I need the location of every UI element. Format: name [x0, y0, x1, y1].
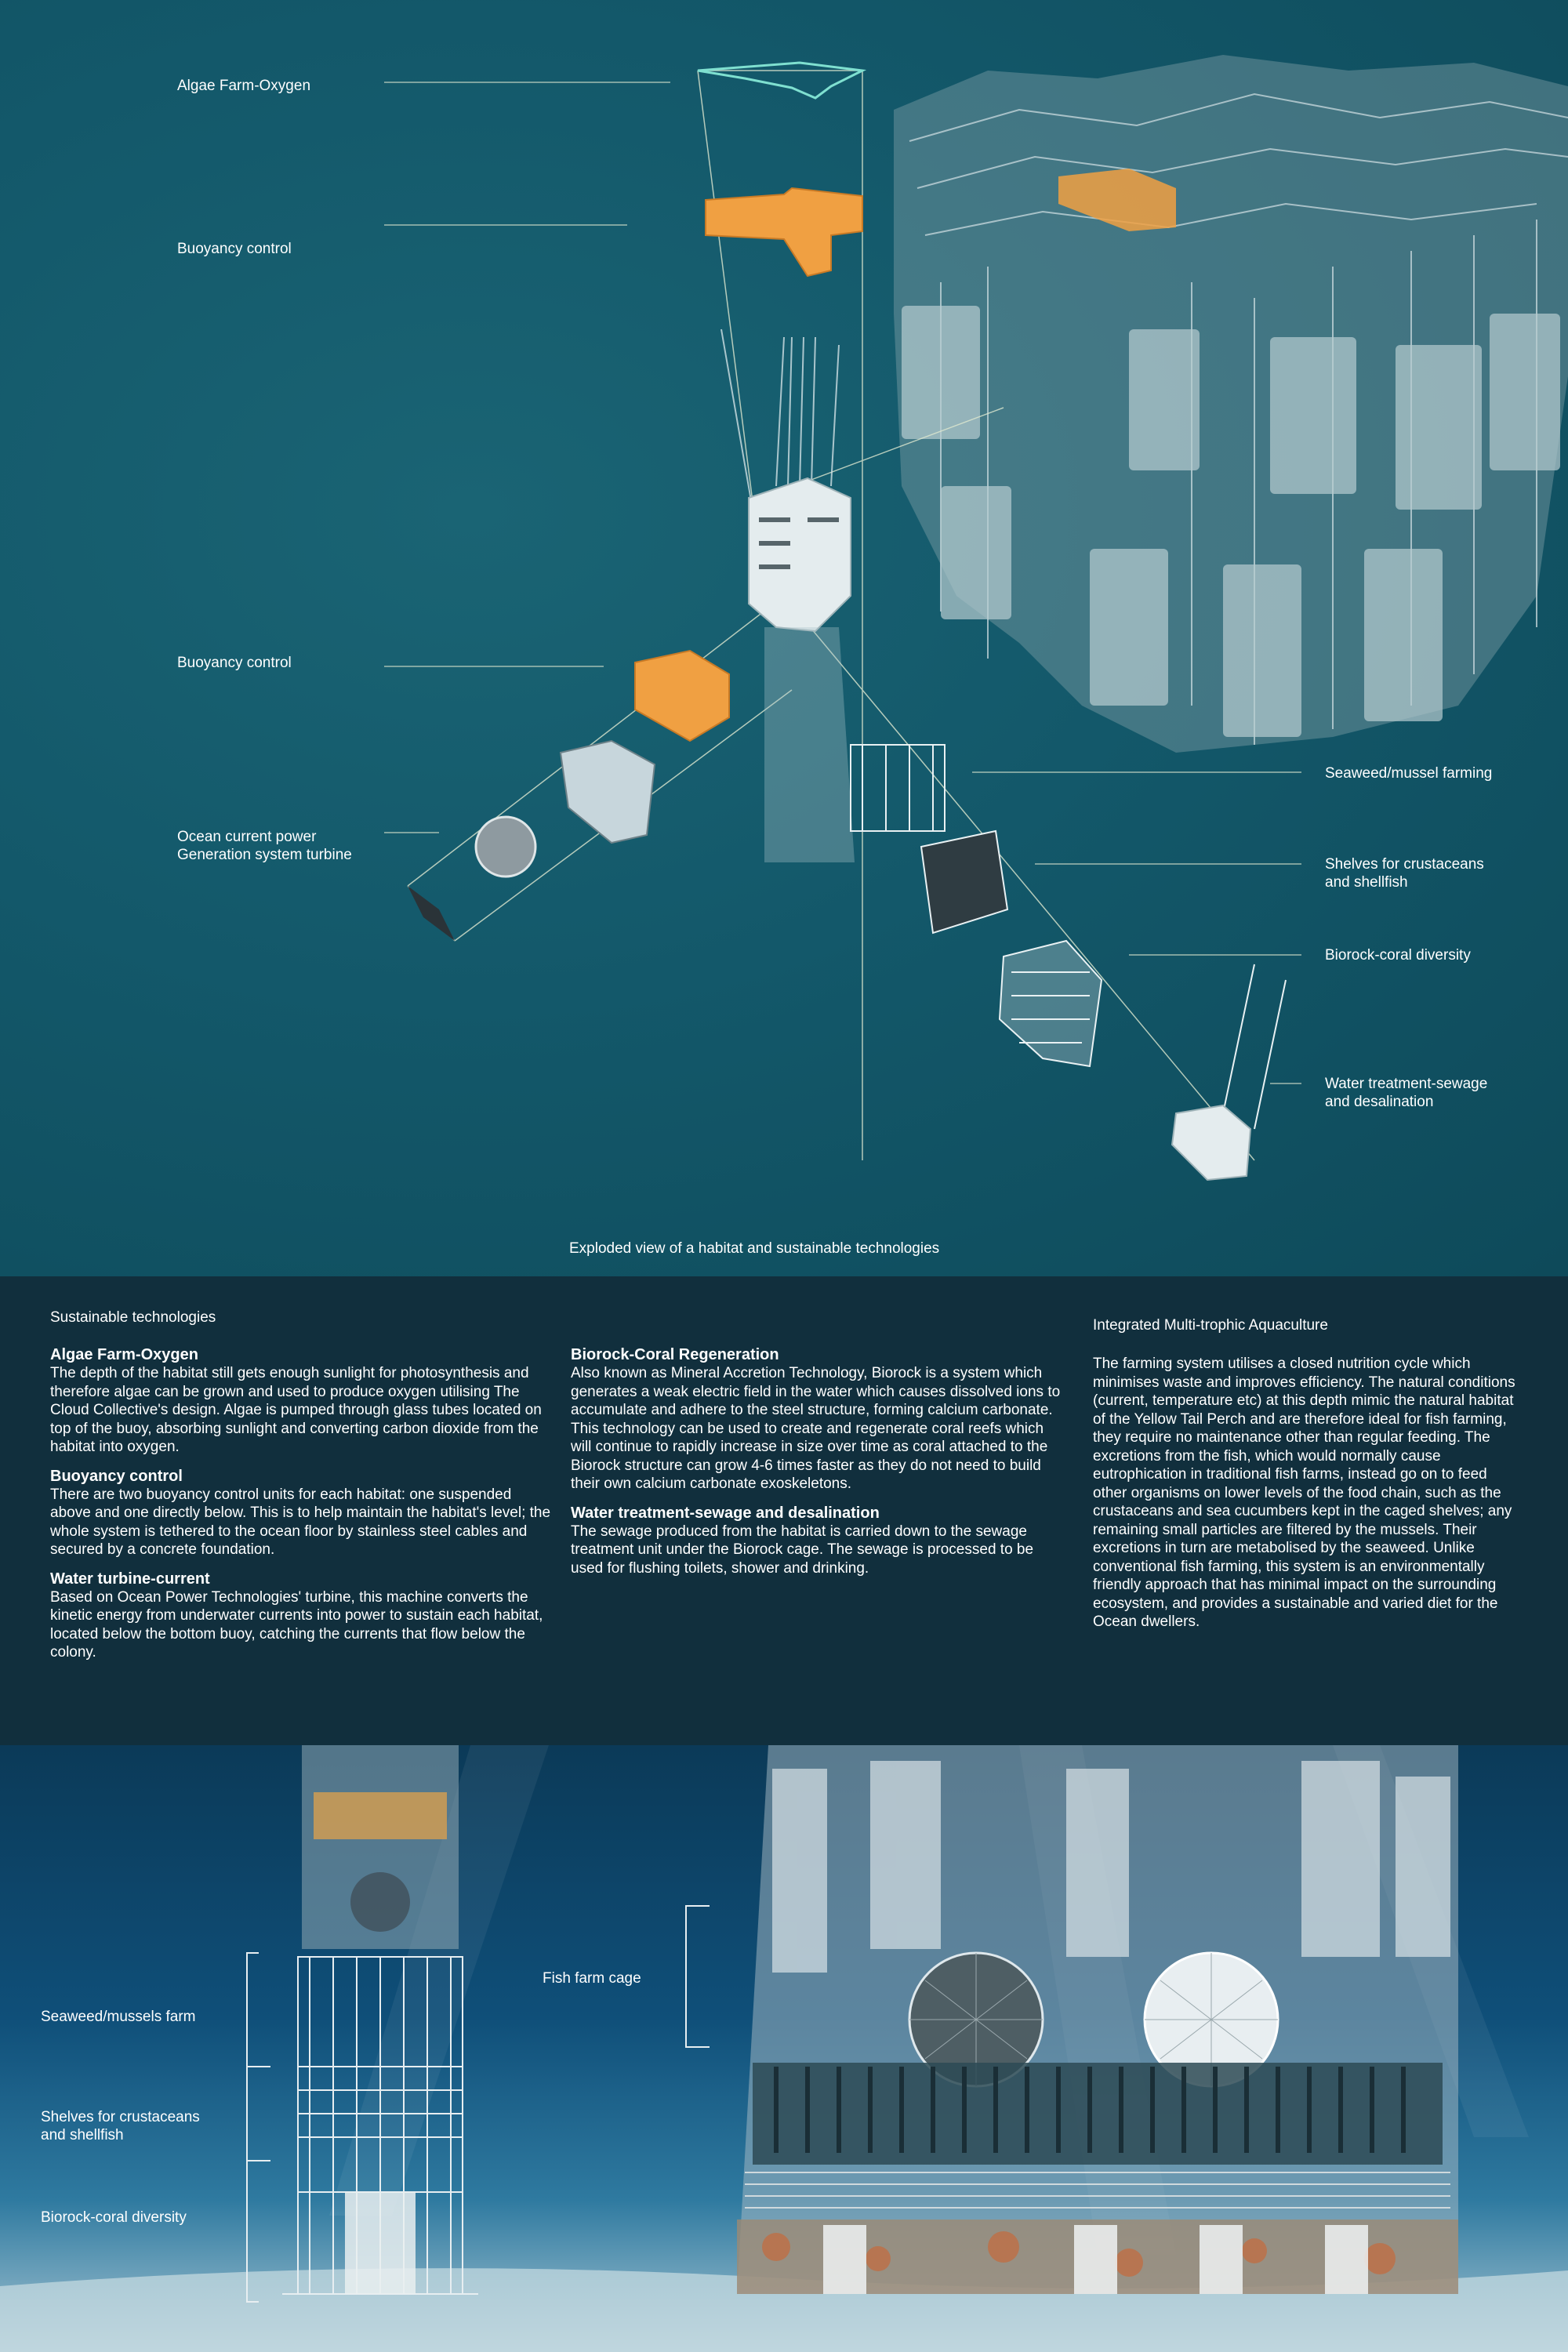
biorock-model — [1000, 941, 1102, 1066]
label-shelves-crustaceans-underwater: Shelves for crustaceans and shellfish — [41, 2109, 200, 2143]
label-fish-farm-cage: Fish farm cage — [543, 1970, 641, 1987]
text-column-3 — [1093, 1355, 1519, 1642]
label-biorock-coral-diversity: Biorock-coral diversity — [1325, 947, 1471, 964]
text-column-1 — [50, 1345, 552, 1672]
buoyancy-top-model — [706, 188, 862, 276]
water-treatment-model — [1172, 1105, 1250, 1180]
exploded-view-caption: Exploded view of a habitat and sustainable technologies — [569, 1240, 940, 1257]
buoyancy-bottom-model — [635, 651, 729, 741]
habitat-colony-underwater — [737, 1745, 1458, 2294]
algae-farm-model — [698, 63, 862, 98]
body-biorock-coral-regeneration: Also known as Mineral Accretion Technology, Biorock is a system which generates a weak electric field in the water which causes dissolved ions to accumulate and adhere to the steel structure, forming calcium carbonate. This technology can be used to create and regenerate coral reefs which will continue to rapidly increase in size over time as coral attached to the Biorock structure can grow 4-6 times faster as they do not need to build their own calcium carbonate exoskeletons. — [571, 1365, 1061, 1492]
body-buoyancy-control: There are two buoyancy control units for each habitat: one suspended above and one directly below. This is to help maintain the habitat's level; the whole system is tethered to the ocean floor by stainless steel cables and secured by a concrete foundation. — [50, 1486, 551, 1558]
label-biorock-coral-diversity-underwater: Biorock-coral diversity — [41, 2209, 187, 2226]
label-buoyancy-control-top: Buoyancy control — [177, 241, 292, 257]
underwater-view-panel — [0, 1745, 1568, 2352]
heading-algae-farm-oxygen: Algae Farm-Oxygen — [50, 1346, 198, 1363]
label-shelves-crustaceans: Shelves for crustaceans and shellfish — [1325, 856, 1484, 891]
habitat-colony — [894, 55, 1568, 753]
body-water-turbine-current: Based on Ocean Power Technologies' turbine, this machine converts the kinetic energy from underwater currents into power to sustain each habitat, located below the bottom buoy, catching the currents that flow below the colony. — [50, 1588, 543, 1661]
heading-buoyancy-control: Buoyancy control — [50, 1467, 183, 1485]
section-title-sustainable-technologies: Sustainable technologies — [50, 1309, 216, 1326]
text-column-2 — [571, 1345, 1066, 1588]
heading-biorock-coral-regeneration: Biorock-Coral Regeneration — [571, 1346, 779, 1363]
text-panel — [0, 1276, 1568, 1745]
turbine-housing-model — [561, 741, 655, 843]
seaweed-cage-model — [851, 745, 945, 831]
heading-water-turbine-current: Water turbine-current — [50, 1570, 210, 1588]
turbine-model — [476, 817, 535, 877]
body-water-treatment: The sewage produced from the habitat is carried down to the sewage treatment unit under the Biorock cage. The sewage is processed to be used for flushing toilets, shower and drinking. — [571, 1523, 1034, 1577]
section-title-imta: Integrated Multi-trophic Aquaculture — [1093, 1317, 1328, 1334]
label-seaweed-mussels-farm: Seaweed/mussels farm — [41, 2009, 196, 2025]
underwater-illustration — [0, 1745, 1568, 2352]
label-ocean-current-turbine: Ocean current power Generation system turbine — [177, 829, 352, 863]
habitat-module-model — [749, 478, 851, 631]
label-seaweed-mussel-farming: Seaweed/mussel farming — [1325, 765, 1493, 782]
label-algae-farm-oxygen: Algae Farm-Oxygen — [177, 78, 311, 94]
body-algae-farm-oxygen: The depth of the habitat still gets enough sunlight for photosynthesis and therefore algae can be grown and used to produce oxygen utilising The Cloud Collective's design. Algae is pumped through glass tubes located on top of the buoy, absorbing sunlight and converting carbon dioxide from the habitat into oxygen. — [50, 1365, 542, 1455]
label-water-treatment: Water treatment-sewage and desalination — [1325, 1076, 1488, 1110]
body-imta: The farming system utilises a closed nutrition cycle which minimises waste and improves efficiency. The natural conditions (current, temperature etc) at this depth mimic the natural habitat of the Yellow Tail Perch and are therefore ideal for fish farming, they require no maintenance other than regular feeding. The excretions from the fish, which would normally cause eutrophication in traditional fish farms, instead go on to feed other organisms on lower levels of the food chain, such as the crustaceans and sea cucumbers kept in the caged shelves; any remaining small particles are filtered by the mussels. Their excretions in turn are metabolised by the seaweed. Unlike conventional fish farming, this system is an environmentally friendly approach that has minimal impact on the surrounding ecosystem, and provides a sustainable and varied diet for the Ocean dwellers. — [1093, 1356, 1515, 1630]
shelves-model — [921, 831, 1007, 933]
label-buoyancy-control-bottom: Buoyancy control — [177, 655, 292, 671]
heading-water-treatment: Water treatment-sewage and desalination — [571, 1504, 880, 1522]
